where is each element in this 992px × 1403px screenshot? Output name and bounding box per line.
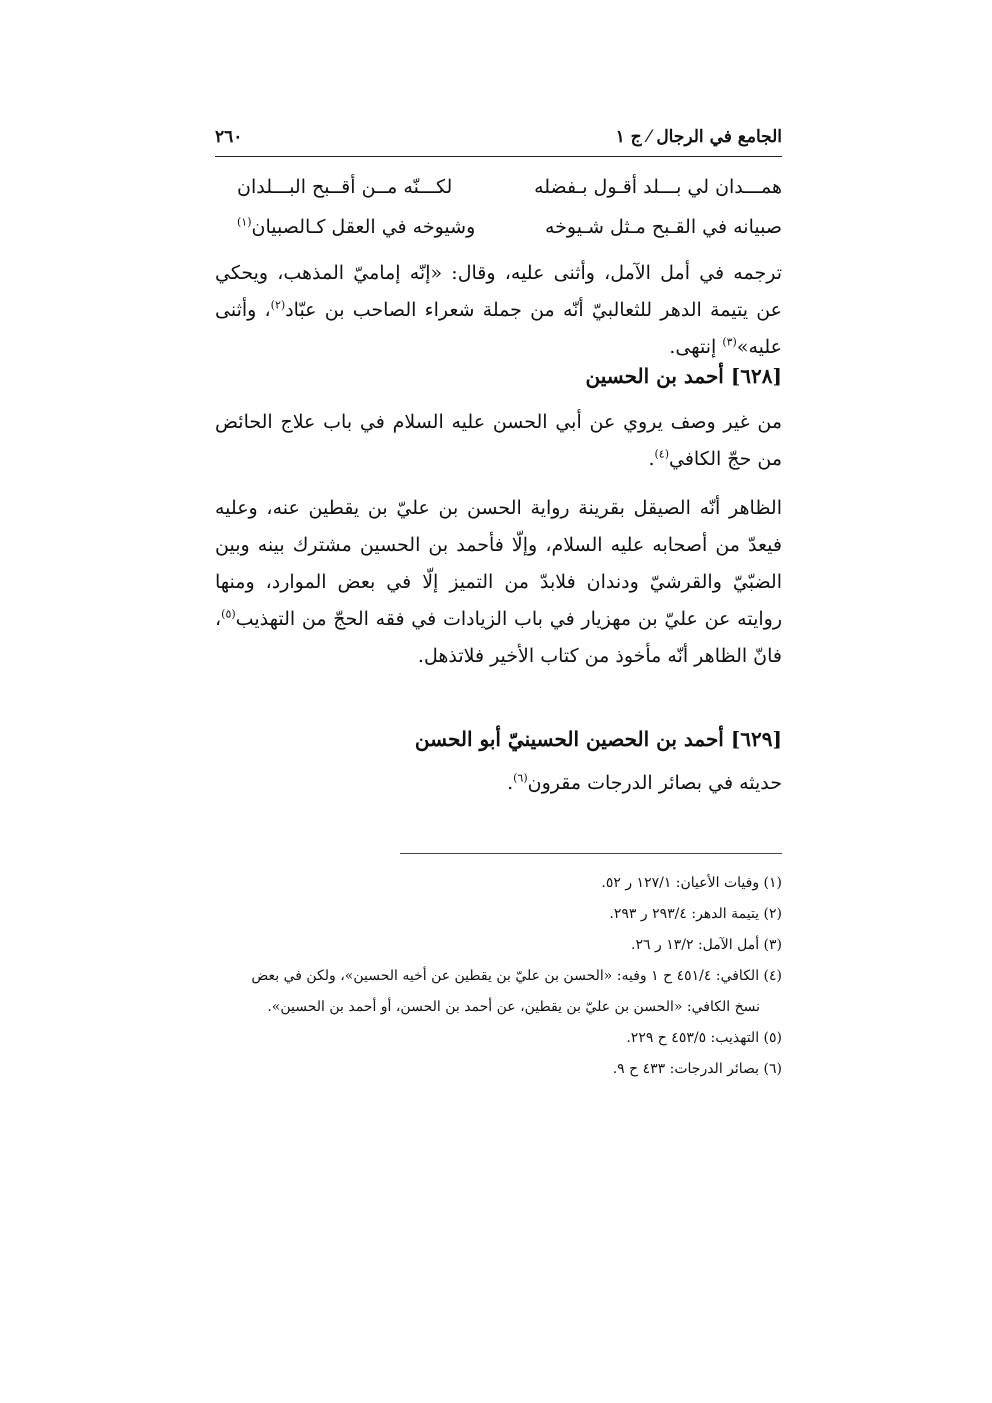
verse-2-text: وشيوخه في العقل كـالصبيان xyxy=(251,216,476,238)
verse-1-second-hemistich: لكـــنّه مــن أقــبح البـــلدان xyxy=(237,176,453,198)
entry-629-paragraph xyxy=(215,765,782,802)
footnote-ref-6[interactable]: (٦) xyxy=(513,771,528,785)
verse-1-first-hemistich: همـــدان لي بـــلد أقـول بـفضله xyxy=(534,176,782,198)
footnote-ref-1[interactable]: (١) xyxy=(237,215,252,229)
footnote-4: (٤) الكافي: ٤٥١/٤ ح ١ وفيه: «الحسن بن عليّ بن يقطين عن أخيه الحسين»، ولكن في بعض xyxy=(251,968,782,984)
footnote-separator xyxy=(400,853,782,854)
verse-2-second-hemistich xyxy=(237,216,475,238)
entry-628-paragraph-1 xyxy=(215,404,782,478)
footnote-ref-3[interactable]: (٣) xyxy=(722,335,737,349)
poem-verse-2 xyxy=(215,216,782,256)
entry-629-title: [٦٢٩] أحمد بن الحصين الحسينيّ أبو الحسن xyxy=(414,727,782,751)
footnote-2: (٢) يتيمة الدهر: ٢٩٣/٤ ر ٢٩٣. xyxy=(609,906,782,922)
entry-628-p2-text: الظاهر أنّه الصيقل بقرينة رواية الحسن بن عليّ بن يقطين عنه، وعليه فيعدّ من أصحابه عليه السلام، وإلّا فأحمد بن الحسين مشترك بينه وبين الضبّيّ والقرشيّ ودندان فلابدّ من التميز إلّا في بعض الموارد، ومنها روايته عن عليّ بن مهزيار في باب الزيادات في فقه الحجّ من التهذيب xyxy=(215,497,782,630)
entry-628-title: [٦٢٨] أحمد بن الحسين xyxy=(585,364,782,388)
footnote-6: (٦) بصائر الدرجات: ٤٣٣ ح ٩. xyxy=(612,1061,782,1077)
footnote-ref-2[interactable]: (٢) xyxy=(270,298,286,312)
footnotes xyxy=(215,868,782,1085)
book-title: الجامع في الرجال ⁄ ج ١ xyxy=(615,127,782,147)
footnote-4-continuation: نسخ الكافي: «الحسن بن عليّ بن يقطين، عن أحمد بن الحسن، أو أحمد بن الحسين». xyxy=(267,999,760,1015)
footnote-1: (١) وفيات الأعيان: ١٢٧/١ ر ٥٢. xyxy=(601,875,782,891)
entry-628-paragraph-2 xyxy=(215,490,782,675)
intro-text-2: ، وأثنى عليه» xyxy=(215,299,782,358)
entry-629-p1-text: حديثه في بصائر الدرجات مقرون xyxy=(527,772,782,794)
entry-628-p1-end: . xyxy=(648,448,655,470)
footnote-5: (٥) التهذيب: ٤٥٣/٥ ح ٢٢٩. xyxy=(626,1030,782,1046)
running-header xyxy=(215,122,782,152)
page-number: ٢٦٠ xyxy=(215,127,243,147)
entry-628-p2-end: ، فانّ الظاهر أنّه مأخوذ من كتاب الأخير فلاتذهل. xyxy=(215,608,782,667)
poem-verse-1 xyxy=(215,176,782,216)
footnote-ref-4[interactable]: (٤) xyxy=(654,447,669,461)
intro-text-1: ترجمه في أمل الآمل، وأثنى عليه، وقال: «إنّه إماميّ المذهب، ويحكي عن يتيمة الدهر للثعالبيّ أنّه من جملة شعراء الصاحب بن عبّاد xyxy=(215,262,783,321)
footnote-3: (٣) أمل الآمل: ١٣/٢ ر ٢٦. xyxy=(631,937,782,953)
intro-paragraph xyxy=(215,255,782,366)
entry-628-p1-text: من غير وصف يروي عن أبي الحسن عليه السلام في باب علاج الحائض من حجّ الكافي xyxy=(215,411,782,470)
header-rule xyxy=(215,156,782,157)
intro-text-3: إنتهى. xyxy=(669,336,723,358)
verse-2-first-hemistich: صبيانه في القـبح مـثل شـيوخه xyxy=(544,216,782,238)
footnote-ref-5[interactable]: (٥) xyxy=(221,607,236,621)
entry-629-p1-end: . xyxy=(507,772,514,794)
